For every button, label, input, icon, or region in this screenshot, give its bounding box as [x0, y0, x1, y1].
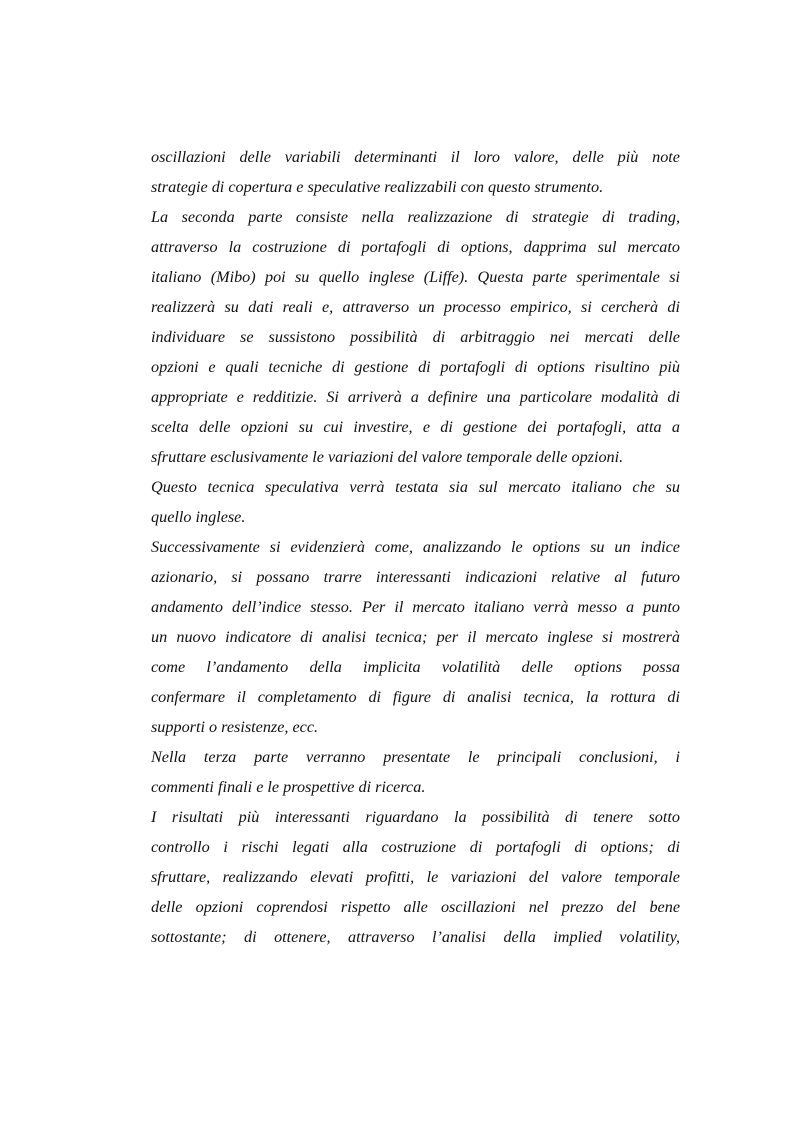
- text-line: quello inglese.: [151, 508, 246, 526]
- text-line: Questo tecnica speculativa verrà testata sia sul mercato italiano che su: [151, 478, 680, 496]
- text-line: Nella terza parte verranno presentate le principali conclusioni, i: [151, 748, 680, 766]
- text-line: I risultati più interessanti riguardano la possibilità di tenere sotto: [151, 808, 680, 826]
- text-line: italiano (Mibo) poi su quello inglese (Liffe). Questa parte sperimentale si: [151, 268, 680, 286]
- text-line: opzioni e quali tecniche di gestione di portafogli di options risultino più: [151, 358, 680, 376]
- text-line: oscillazioni delle variabili determinanti il loro valore, delle più note: [151, 148, 680, 166]
- text-line: delle opzioni coprendosi rispetto alle oscillazioni nel prezzo del bene: [151, 898, 680, 916]
- text-line: supporti o resistenze, ecc.: [151, 718, 319, 736]
- text-line: appropriate e redditizie. Si arriverà a definire una particolare modalità di: [151, 388, 680, 406]
- text-line: sottostante; di ottenere, attraverso l’analisi della implied volatility,: [151, 928, 680, 946]
- text-line: scelta delle opzioni su cui investire, e di gestione dei portafogli, atta a: [151, 418, 680, 436]
- text-line: come l’andamento della implicita volatilità delle options possa: [151, 658, 680, 676]
- text-line: attraverso la costruzione di portafogli di options, dapprima sul mercato: [151, 238, 680, 256]
- text-line: realizzerà su dati reali e, attraverso un processo empirico, si cercherà di: [151, 298, 680, 316]
- text-line: sfruttare, realizzando elevati profitti, le variazioni del valore temporale: [151, 868, 680, 886]
- text-line: azionario, si possano trarre interessanti indicazioni relative al futuro: [151, 568, 680, 586]
- text-line: Successivamente si evidenzierà come, analizzando le options su un indice: [151, 538, 680, 556]
- text-line: un nuovo indicatore di analisi tecnica; per il mercato inglese si mostrerà: [151, 628, 680, 646]
- text-line: strategie di copertura e speculative realizzabili con questo strumento.: [151, 178, 604, 196]
- body-text: [151, 144, 680, 954]
- text-line: controllo i rischi legati alla costruzione di portafogli di options; di: [151, 838, 680, 856]
- text-line: sfruttare esclusivamente le variazioni del valore temporale delle opzioni.: [151, 448, 624, 466]
- text-line: La seconda parte consiste nella realizzazione di strategie di trading,: [151, 208, 680, 226]
- text-line: individuare se sussistono possibilità di arbitraggio nei mercati delle: [151, 328, 680, 346]
- text-line: confermare il completamento di figure di analisi tecnica, la rottura di: [151, 688, 680, 706]
- text-line: andamento dell’indice stesso. Per il mercato italiano verrà messo a punto: [151, 598, 680, 616]
- text-line: commenti finali e le prospettive di ricerca.: [151, 778, 426, 796]
